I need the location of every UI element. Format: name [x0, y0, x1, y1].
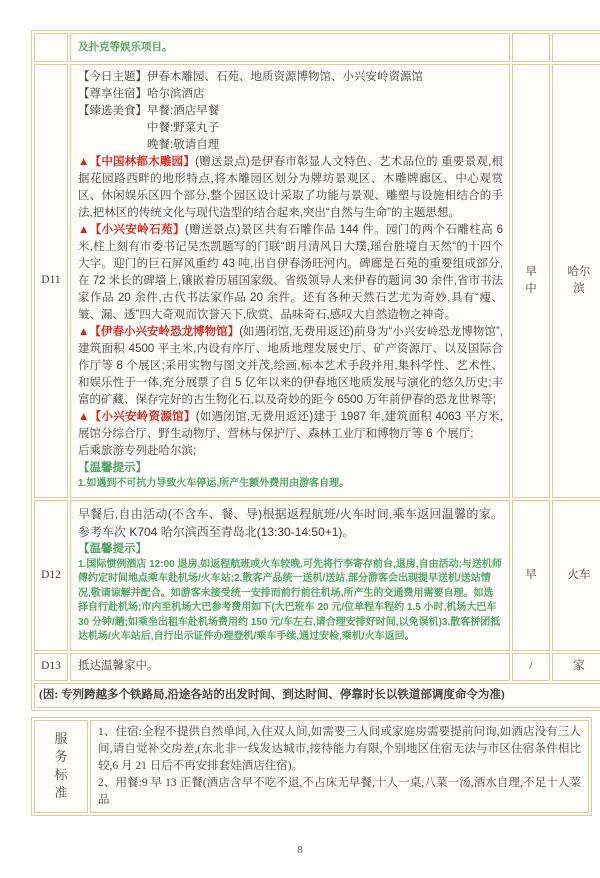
service-body-cell: [90, 720, 589, 813]
stay-cell-d12: 火车: [552, 500, 600, 651]
food-dinner-line: 晚餐:敬请自理: [147, 139, 220, 151]
service-label-char: 准: [54, 785, 68, 800]
row-d11: [34, 64, 600, 498]
theme-line: 【今日主题】伊春木雕园、石苑、地质资源博物馆、小兴安岭资源馆: [78, 71, 423, 83]
service-row: [34, 720, 589, 813]
sight-body: (赠送景点)景区共有石雕作品 144 件。园门的两个石雕柱高 6 米,柱上刻有市委书记吴杰凯题写的门联“朗月清风日大璞,瑶台胜境自天然“的十四个大字。迎门的巨石屏风重约 43 吨,出自伊春汤旺河内。碑廊是石苑的重要组成部分,在 72 米长的碑墙上,镶嵌着历届国家级、省级领导人来伊春的题词 30 余件,省市书法家作品 20 余件,古代书法家作品 20 余件。还有各种天然石艺尤为奇妙,具有“瘦、皱、漏、透”四大奇观而饮誉天下,欣赏、品味奇石,感叹大自然造物之神奇。: [78, 224, 503, 321]
sight-heading: ▲【中国林都木雕园】: [78, 156, 196, 168]
service-label-cell: [34, 720, 88, 813]
stay-cell-d11: [552, 64, 600, 498]
sight-paragraph: [78, 222, 503, 324]
content-cell-d11: [70, 64, 510, 498]
service-label-char: 务: [54, 749, 68, 764]
service-standard-table: [31, 717, 592, 816]
document-page: [0, 30, 600, 878]
carryover-content-cell: [70, 33, 510, 62]
sight-body: (赠送景点)是伊春市彰显人文特色、艺术品位的 重要景观,根据花园路西畔的地形特点,将木雕园区划分为牌坊景观区、木雕牌廊区、中心观赏区、休闲娱乐区四个部分,整个园区设计采取了功能与景观、雕塑与设施相结合的手法,把林区的传统文化与现代造型的结合起来,突出“自然与生命”的主题思想。: [78, 156, 503, 219]
carryover-stay-cell: [552, 33, 600, 62]
tips-text: 1.如遇到不可抗力导致火车停运,所产生额外费用由游客自理。: [78, 478, 350, 489]
service-label-char: 标: [54, 767, 68, 782]
meal-cell-d13: /: [512, 653, 550, 681]
day-cell-d13: D13: [34, 653, 68, 681]
row-d12: [34, 500, 600, 651]
food-lunch-line: 中餐:野菜丸子: [147, 122, 220, 134]
tips-label: 【温馨提示】: [78, 462, 147, 474]
content-cell-d13: 抵达温馨家中。: [70, 653, 510, 681]
service-item: 2、用餐:9 早 13 正餐(酒店含早不吃不退,不占床无早餐,十人一桌,八菜一汤,酒水自理,不足十人菜品: [98, 776, 581, 806]
meal-morning: 早: [525, 265, 537, 278]
sight-paragraph: [78, 409, 503, 443]
day-cell-d12: D12: [34, 500, 68, 651]
schedule-note: (因: 专列跨越多个铁路局,沿途各站的出发时间、到达时间、停靠时长以铁道部调度命令为准): [34, 683, 600, 708]
carryover-meal-cell: [512, 33, 550, 62]
carryover-text: 及扑克等娱乐项目。: [78, 40, 173, 53]
tips-text: 1.国际惯例酒店 12:00 退房,如返程航班或火车较晚,可先将行李寄存前台,退房,自由活动;与送机师傅约定时间地点乘车赴机场/火车站;2.散客产品统一送机/送站,部分游客会出现提早送机/送站情况,敬请谅解并配合。如游客未接受统一安排而前行前往机场,所产生的交通费用需要自理。如选择自行赴机场;市内至机场大巴参考费用如下(大巴班车 20 元/位单程车程约 1.5 小时,机场大巴车 30 分钟/趟;如乘坐出租车赴机场费用约 150 元/车左右,请合理安排好时间,以免误机)3.散客拼团抵达机场/火车站后,自行出示证件办理登机/乘车手续,通过安检,乘机/火车返回。: [78, 558, 502, 642]
transfer-line: 后乘旅游专列赴哈尔滨;: [78, 445, 197, 457]
sight-heading: ▲【小兴安岭石苑】: [78, 224, 185, 236]
stay-cell-d13: 家: [552, 653, 600, 681]
meal-noon: 中: [525, 282, 537, 295]
stay-text: 哈尔滨: [567, 265, 591, 295]
page-number: 8: [297, 844, 303, 856]
schedule-note-row: [34, 683, 600, 708]
carryover-day-cell: [34, 33, 68, 62]
sight-paragraph: [78, 154, 503, 222]
row-d13: [34, 653, 600, 681]
sight-paragraph: [78, 324, 503, 409]
content-cell-d12: [70, 500, 510, 651]
d12-intro: 早餐后,自由活动(不含车、餐、导)根据返程航班/火车时间,乘车返回温馨的家。参考车次 K704 哈尔滨西至青岛北(13:30-14:50+1)。: [78, 506, 503, 539]
tips-label: 【温馨提示】: [78, 542, 147, 555]
meal-cell-d12: 早: [512, 500, 550, 651]
sight-heading: ▲【伊春小兴安岭恐龙博物馆】: [78, 326, 240, 338]
service-label-char: 服: [54, 731, 68, 746]
sight-body: (如遇闭馆,无费用返还)前身为“小兴安岭恐龙博物馆”,建筑面积 4500 平主米,内设有序厅、地质地理发展史厅、矿产资源厅、以及国际合作厅等 8 个展区;采用实物与图文并茂,绘画,标本艺术手段并用,集科学性、艺术性、和娱乐性于一体,充分展票了自 5 亿年以来的伊春地区地质发展与演化的悠久历史;丰富的矿藏、保存完好的古生物化石,以及奇妙的距今 6500 万年前伊春的恐龙世界等;: [78, 326, 503, 406]
meal-cell-d11: [512, 64, 550, 498]
service-item: 1、住宿:全程不提供自然单间,入住双人间,如需要三人间或家庭房需要提前问询,如酒店没有三人间,请自觉补交房差,(东北非一线发达城市,接待能力有限,个别地区住宿无法与市区住宿条件相比较,6 月 21 日后不再安排套娃酒店住宿)。: [98, 725, 581, 772]
itinerary-table: [31, 30, 600, 711]
stay-line: 【尊享住宿】哈尔滨酒店: [78, 88, 205, 100]
sight-heading: ▲【小兴安岭资源馆】: [78, 411, 196, 423]
food-breakfast-line: 【臻选美食】早餐:酒店早餐: [78, 105, 220, 117]
day-cell-d11: D11: [34, 64, 68, 498]
sight-body: (如遇闭馆,无费用返还)建于 1987 年,建筑面积 4063 平方米,展馆分综合厅、野生动物厅、营林与保护厅、森林工业厅和博物厅等 6 个展厅;: [78, 411, 503, 440]
carryover-row: [34, 33, 600, 62]
